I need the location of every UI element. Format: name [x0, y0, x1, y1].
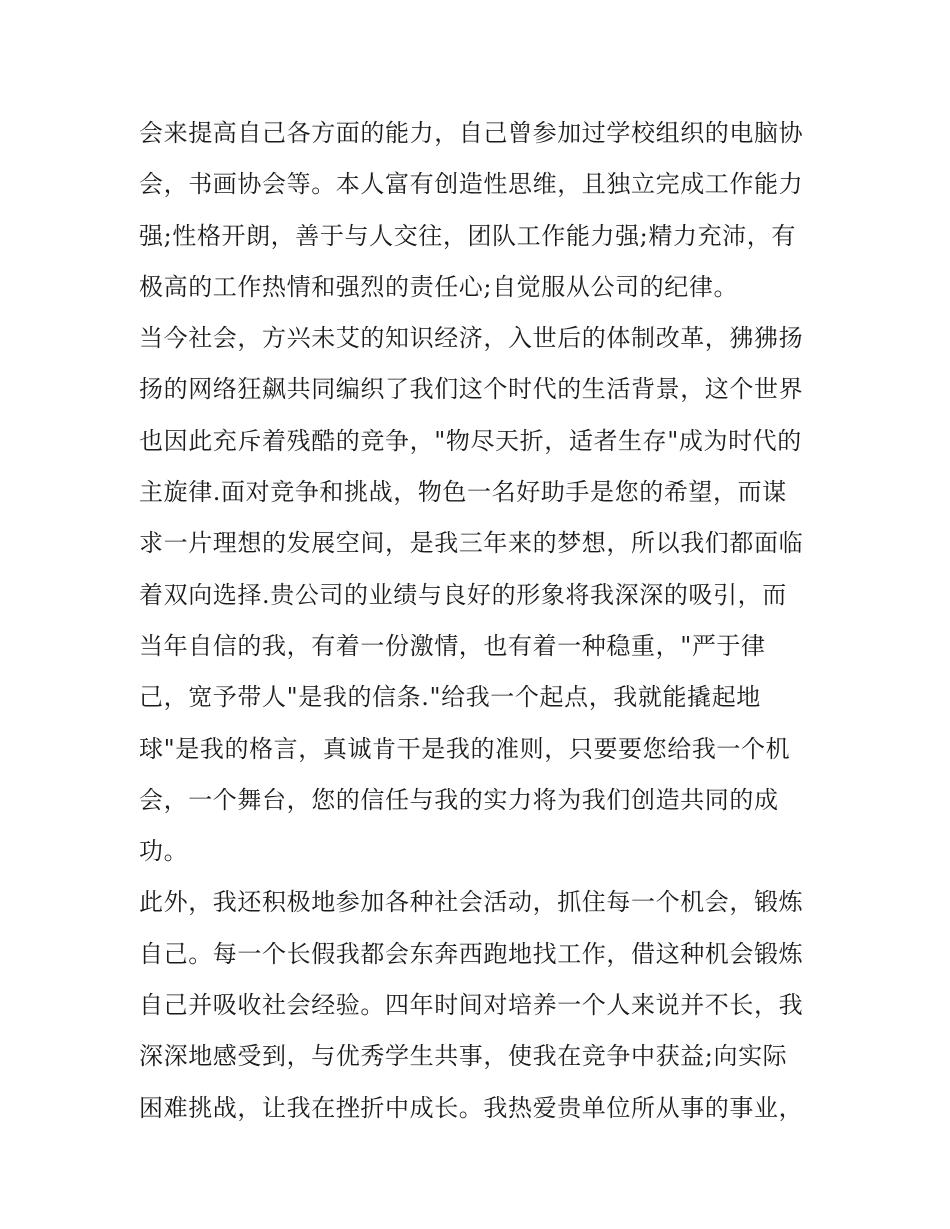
text-line: 当今社会，方兴未艾的知识经济，入世后的体制改革，狒狒扬	[139, 324, 804, 353]
text-line: 扬的网络狂飙共同编织了我们这个时代的生活背景，这个世界	[139, 375, 804, 404]
text-line: 当年自信的我，有着一份激情，也有着一种稳重，"严于律	[139, 631, 766, 660]
text-line: 会，书画协会等。本人富有创造性思维，且独立完成工作能力	[139, 170, 804, 199]
text-line: 此外，我还积极地参加各种社会活动，抓住每一个机会，锻炼	[139, 888, 804, 917]
text-line: 自己。每一个长假我都会东奔西跑地找工作，借这种机会锻炼	[139, 939, 804, 968]
text-line: 极高的工作热情和强烈的责任心;自觉服从公司的纪律。	[139, 272, 739, 301]
text-line: 功。	[139, 837, 189, 866]
text-line: 主旋律.面对竞争和挑战，物色一名好助手是您的希望，而谋	[139, 478, 787, 507]
text-line: 强;性格开朗，善于与人交往，团队工作能力强;精力充沛，有	[139, 221, 796, 250]
text-line: 自己并吸收社会经验。四年时间对培养一个人来说并不长，我	[139, 991, 804, 1020]
text-line: 己，宽予带人"是我的信条."给我一个起点，我就能撬起地	[139, 683, 761, 712]
text-line: 着双向选择.贵公司的业绩与良好的形象将我深深的吸引，而	[139, 580, 787, 609]
text-line: 也因此充斥着残酷的竞争，"物尽天折，适者生存"成为时代的	[139, 426, 802, 455]
body-text	[139, 108, 819, 1134]
text-line: 深深地感受到，与优秀学生共事，使我在竞争中获益;向实际	[139, 1042, 788, 1071]
text-line: 会，一个舞台，您的信任与我的实力将为我们创造共同的成	[139, 785, 779, 814]
text-line: 困难挑战，让我在挫折中成长。我热爱贵单位所从事的事业，	[139, 1093, 804, 1122]
text-line: 球"是我的格言，真诚肯干是我的准则，只要要您给我一个机	[139, 734, 791, 763]
text-line: 求一片理想的发展空间，是我三年来的梦想，所以我们都面临	[139, 529, 804, 558]
text-line: 会来提高自己各方面的能力，自己曾参加过学校组织的电脑协	[139, 119, 804, 147]
